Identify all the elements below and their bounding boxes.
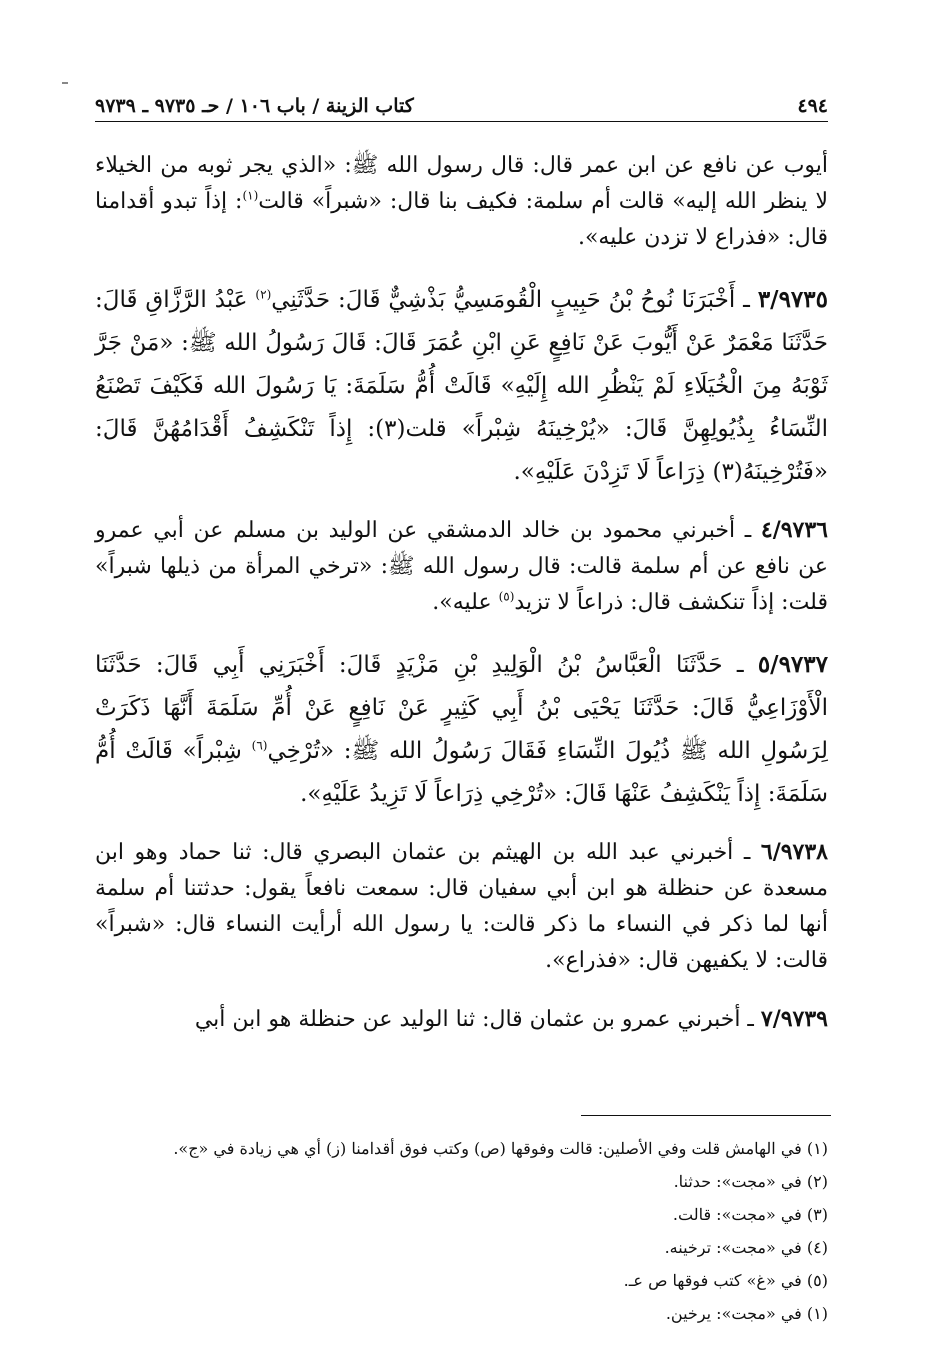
paragraph-text: ـ أخبرني محمود بن خالد الدمشقي عن الوليد بن مسلم عن أبي عمرو عن نافع عن أم سلمة قالت: قال رسول الله ﷺ: «ترخي المرأة من ذيلها شبراً» قلت: إذاً تنكشف قال: ذراعاً لا تزيد: [95, 518, 828, 615]
paragraph-text: عَبْدُ الرَّزَّاقِ قَالَ: حَدَّثَنَا مَعْمَرٌ عَنْ أَيُّوبَ عَنْ نَافِعٍ عَنِ ابْنِ عُمَرَ قَالَ: قَالَ رَسُولُ الله ﷺ: «مَنْ جَرَّ ثَوْبَهُ مِنَ الْخُيَلَاءِ لَمْ يَنْظُرِ الله إِلَيْهِ» قَالَتْ أُمُّ سَلَمَةَ: يَا رَسُولَ الله فَكَيْفَ تَصْنَعُ النِّسَاءُ بِذُيُولِهِنَّ قَالَ: «يُرْخِينَهُ شِبْراً» قلت(٣): إِذاً تَنْكَشِفُ أَقْدَامُهُنَّ قَالَ: «فَتُرْخِينَهُ(٣) ذِرَاعاً لَا تَزِدْنَ عَلَيْهِ».: [95, 287, 828, 485]
footnote: (٤) في «مجت»: ترخينه.: [664, 1238, 828, 1257]
paragraph-continuation: [95, 148, 828, 256]
footnote-ref: (٢): [255, 287, 272, 302]
footnote-ref: (٥): [498, 589, 515, 604]
page-number: ٤٩٤: [797, 95, 828, 117]
running-title: كتاب الزينة / باب ١٠٦ / حـ ٩٧٣٥ ـ ٩٧٣٩: [95, 95, 414, 117]
footnote-divider: [581, 1115, 831, 1116]
footnote: (٢) في «مجت»: حدثنا.: [673, 1172, 828, 1191]
main-text: [95, 148, 828, 1060]
paragraph-text: ـ أخبرني عبد الله بن الهيثم بن عثمان البصري قال: ثنا حماد وهو ابن مسعدة عن حنظلة هو ابن أبي سفيان قال: سمعت نافعاً يقول: حدثتنا أم سلمة أنها لما ذكر في النساء ما ذكر قالت: يا رسول الله أرأيت النساء قال: «شبراً» قالت: لا يكفيهن قال: «فذراع».: [95, 840, 828, 973]
scan-speck: [62, 82, 68, 84]
footnote: (١) في الهامش قلت وفي الأصلين: قالت وفوقها (ص) وكتب فوق أقدامنا (ز) أي هي زيادة في «ج».: [173, 1139, 828, 1158]
hadith-9739: [95, 1001, 828, 1038]
footnote-ref: (١): [242, 188, 259, 203]
hadith-9737: [95, 643, 828, 816]
hadith-9736: [95, 512, 828, 621]
hadith-9735: [95, 278, 828, 494]
paragraph-text: ـ أَخْبَرَنَا نُوحُ بْنُ حَبِيبٍ الْقُومَسِيُّ بَذْشِيٌّ قَالَ: حَدَّثَنِي: [271, 287, 758, 313]
hadith-number: ٤/٩٧٣٦: [760, 517, 828, 543]
hadith-9738: [95, 834, 828, 979]
footnote: (٣) في «مجت»: قالت.: [672, 1205, 828, 1224]
paragraph-text: ـ حَدَّثَنَا الْعَبَّاسُ بْنُ الْوَلِيدِ بْنِ مَزْيَدٍ قَالَ: أَخْبَرَنِي أَبِي قَالَ: حَدَّثَنَا الْأَوْزَاعِيُّ قَالَ: حَدَّثَنَا يَحْيَى بْنُ أَبِي كَثِيرٍ عَنْ نَافِعٍ عَنْ أُمِّ سَلَمَةَ أَنَّهَا ذَكَرَتْ لِرَسُولِ الله ﷺ ذُيُولَ النِّسَاءِ فَقَالَ رَسُولُ الله ﷺ: «تُرْخِي: [95, 652, 828, 764]
footnote: (١) في «مجت»: يرخين.: [665, 1304, 828, 1323]
footnotes: [95, 1132, 828, 1330]
hadith-number: ٣/٩٧٣٥: [757, 286, 828, 313]
hadith-number: ٦/٩٧٣٨: [760, 839, 828, 865]
page-header: [95, 88, 828, 122]
paragraph-text: : إذاً تبدو أقدامنا قال: «فذراع لا تزدن عليه».: [95, 189, 828, 250]
hadith-number: ٧/٩٧٣٩: [760, 1006, 828, 1032]
paragraph-text: ـ أخبرني عمرو بن عثمان قال: ثنا الوليد عن حنظلة هو ابن أبي: [194, 1007, 761, 1032]
paragraph-text: عليه».: [432, 590, 499, 615]
hadith-number: ٥/٩٧٣٧: [757, 651, 828, 678]
footnote: (٥) في «غ» كتب فوقها ص عـ.: [623, 1271, 828, 1290]
footnote-ref: (٦): [251, 738, 268, 753]
paragraph-text: أيوب عن نافع عن ابن عمر قال: قال رسول الله ﷺ: «الذي يجر ثوبه من الخيلاء لا ينظر الله إليه» قالت أم سلمة: فكيف بنا قال: «شبراً» قالت: [95, 153, 828, 214]
paragraph-text: شِبْراً» قَالَتْ أُمُّ سَلَمَةَ: إِذاً يَنْكَشِفُ عَنْهَا قَالَ: «تُرْخِي ذِرَاعاً لَا تَزِيدُ عَلَيْهِ».: [95, 738, 828, 807]
